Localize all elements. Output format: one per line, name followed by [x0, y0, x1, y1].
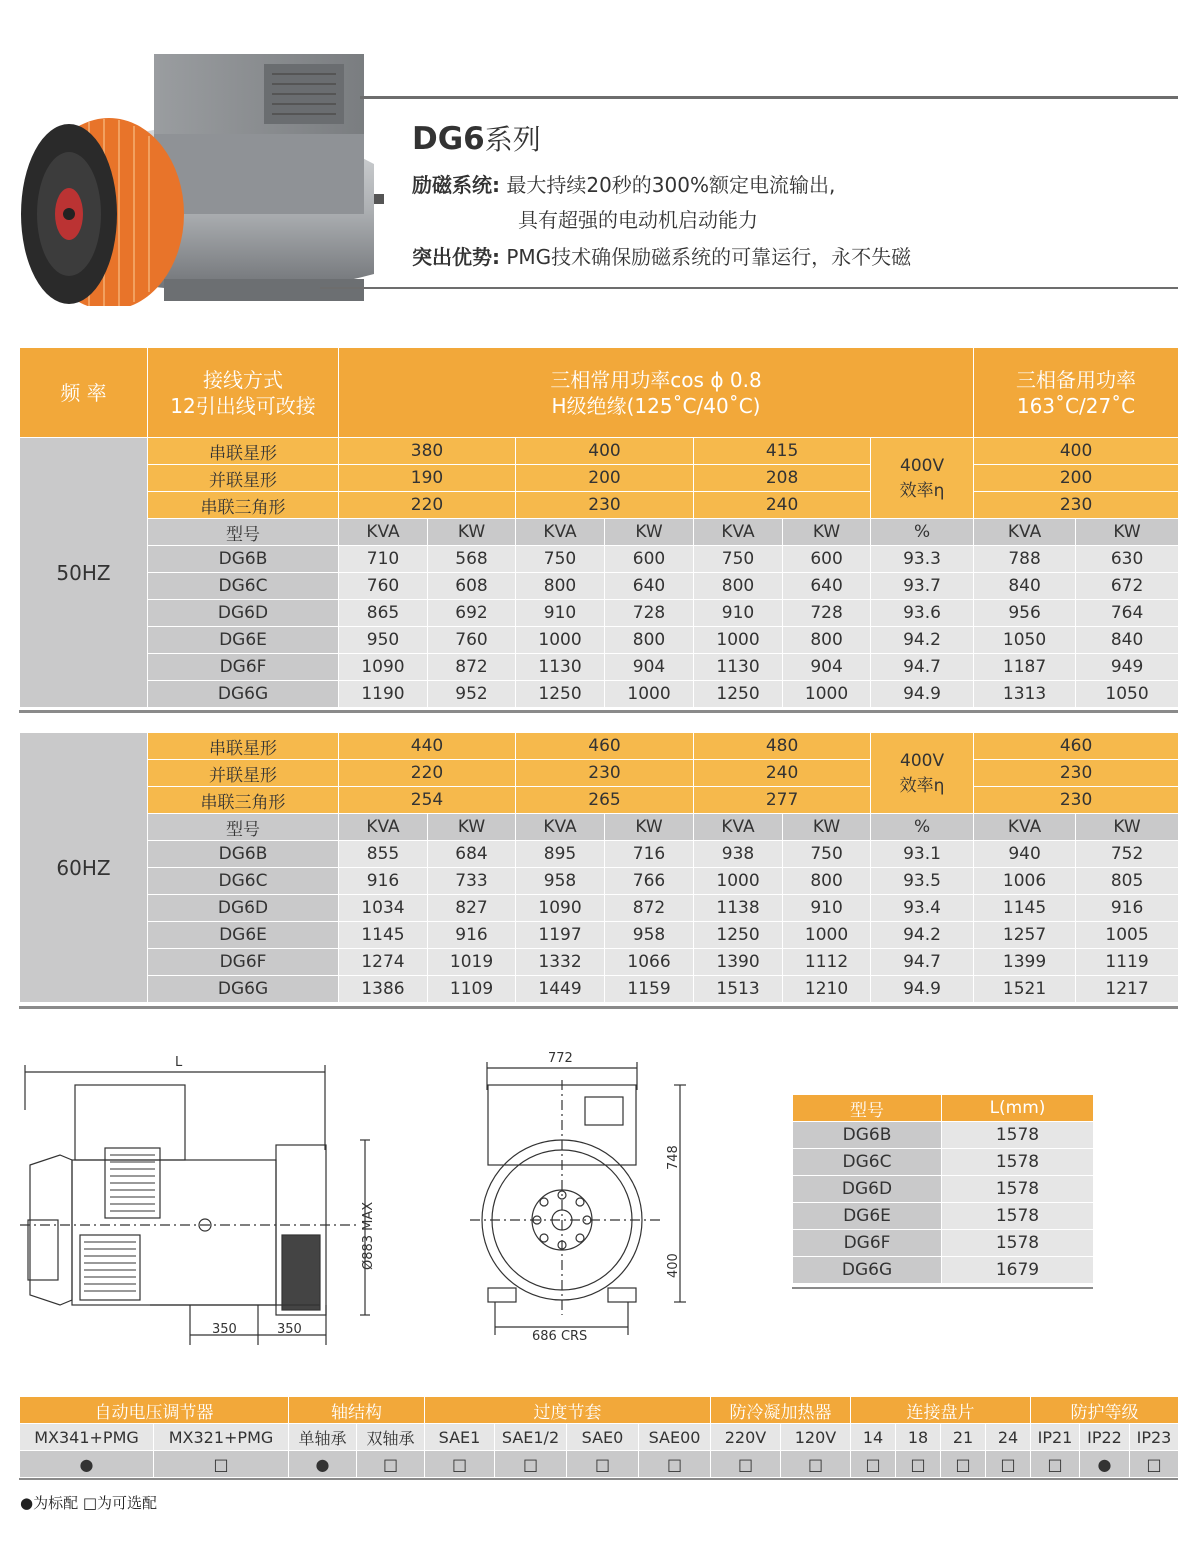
value-cell: 750	[516, 546, 605, 573]
length-row	[793, 1149, 1094, 1176]
value-cell: 800	[783, 627, 871, 654]
col-kw: KW	[605, 519, 694, 546]
model-cell: DG6C	[148, 868, 339, 895]
option-mark: □	[154, 1451, 289, 1478]
option-item: SAE00	[639, 1424, 711, 1451]
generator-photo	[14, 44, 384, 306]
value-cell: 1210	[783, 976, 871, 1003]
value-cell: 1130	[516, 654, 605, 681]
value-cell: 600	[605, 546, 694, 573]
value-cell: 1138	[694, 895, 783, 922]
length-row	[793, 1176, 1094, 1203]
options-table	[19, 1396, 1179, 1478]
dim-L: L	[175, 1055, 183, 1070]
value-cell: 94.2	[871, 627, 974, 654]
volt-cell: 220	[339, 492, 516, 519]
value-cell: 94.2	[871, 922, 974, 949]
volt-cell: 400	[516, 438, 694, 465]
table-row	[20, 922, 1179, 949]
efficiency-label	[871, 438, 974, 519]
model-cell: DG6G	[148, 681, 339, 708]
volt-cell: 220	[339, 760, 516, 787]
value-cell: 800	[783, 868, 871, 895]
value-cell: 568	[428, 546, 516, 573]
value-cell: 1112	[783, 949, 871, 976]
col-kva: KVA	[516, 814, 605, 841]
length-model: DG6B	[793, 1122, 942, 1149]
option-mark: □	[1130, 1451, 1179, 1478]
value-cell: 733	[428, 868, 516, 895]
volt-cell: 415	[694, 438, 871, 465]
table-row	[20, 841, 1179, 868]
value-cell: 1190	[339, 681, 428, 708]
table-row	[20, 949, 1179, 976]
opt-group-protection: 防护等级	[1031, 1397, 1179, 1424]
value-cell: 94.9	[871, 681, 974, 708]
value-cell: 608	[428, 573, 516, 600]
length-col-model: 型号	[793, 1095, 942, 1122]
opt-group-avr: 自动电压调节器	[20, 1397, 289, 1424]
eff-line1: 400V	[900, 455, 945, 476]
feature-excitation	[412, 170, 835, 200]
value-cell: 872	[605, 895, 694, 922]
option-item: SAE0	[567, 1424, 639, 1451]
option-mark: □	[1031, 1451, 1080, 1478]
value-cell: 93.1	[871, 841, 974, 868]
header-standby	[974, 348, 1179, 438]
table-row	[20, 573, 1179, 600]
header-standby-line2: 163˚C/27˚C	[1016, 393, 1136, 418]
option-mark: □	[567, 1451, 639, 1478]
value-cell: 1250	[694, 922, 783, 949]
legend: ●为标配 □为可选配	[20, 1494, 158, 1512]
option-item: SAE1/2	[495, 1424, 567, 1451]
value-cell: 788	[974, 546, 1076, 573]
option-item: 单轴承	[289, 1424, 357, 1451]
value-cell: 916	[1076, 895, 1179, 922]
option-item: SAE1	[425, 1424, 495, 1451]
value-cell: 950	[339, 627, 428, 654]
value-cell: 916	[428, 922, 516, 949]
value-cell: 93.5	[871, 868, 974, 895]
option-mark: □	[639, 1451, 711, 1478]
value-cell: 1000	[694, 868, 783, 895]
model-cell: DG6F	[148, 654, 339, 681]
value-cell: 1006	[974, 868, 1076, 895]
length-row	[793, 1122, 1094, 1149]
value-cell: 684	[428, 841, 516, 868]
value-cell: 865	[339, 600, 428, 627]
dim-350-b: 350	[277, 1322, 302, 1337]
volt-cell: 460	[974, 733, 1179, 760]
volt-cell: 265	[516, 787, 694, 814]
dim-350-a: 350	[212, 1322, 237, 1337]
col-model: 型号	[148, 519, 339, 546]
value-cell: 93.6	[871, 600, 974, 627]
col-kw: KW	[428, 814, 516, 841]
value-cell: 752	[1076, 841, 1179, 868]
table-row	[20, 654, 1179, 681]
dim-772: 772	[548, 1051, 573, 1066]
value-cell: 1090	[339, 654, 428, 681]
value-cell: 710	[339, 546, 428, 573]
table-row	[20, 546, 1179, 573]
value-cell: 1187	[974, 654, 1076, 681]
value-cell: 800	[694, 573, 783, 600]
option-items-row	[20, 1424, 1179, 1451]
table-row	[20, 895, 1179, 922]
model-cell: DG6D	[148, 600, 339, 627]
value-cell: 750	[694, 546, 783, 573]
value-cell: 949	[1076, 654, 1179, 681]
col-kva: KVA	[694, 814, 783, 841]
option-mark: □	[896, 1451, 941, 1478]
col-kw: KW	[1076, 519, 1179, 546]
col-kva: KVA	[974, 519, 1076, 546]
eff-line2: 效率η	[899, 775, 945, 796]
option-mark: ●	[289, 1451, 357, 1478]
value-cell: 805	[1076, 868, 1179, 895]
opt-group-shaft: 轴结构	[289, 1397, 425, 1424]
value-cell: 672	[1076, 573, 1179, 600]
col-kw: KW	[783, 814, 871, 841]
model-cell: DG6E	[148, 922, 339, 949]
header-standby-line1: 三相备用功率	[1016, 367, 1136, 392]
feature-excitation-line2: 具有超强的电动机启动能力	[518, 208, 758, 232]
value-cell: 910	[783, 895, 871, 922]
value-cell: 827	[428, 895, 516, 922]
series-title	[412, 118, 541, 158]
option-item: IP23	[1130, 1424, 1179, 1451]
volt-cell: 190	[339, 465, 516, 492]
volt-cell: 230	[974, 492, 1179, 519]
value-cell: 1217	[1076, 976, 1179, 1003]
option-mark: □	[851, 1451, 896, 1478]
volt-cell: 480	[694, 733, 871, 760]
length-model: DG6C	[793, 1149, 942, 1176]
volt-cell: 254	[339, 787, 516, 814]
table-row	[20, 627, 1179, 654]
conn-label: 串联三角形	[148, 787, 339, 814]
volt-cell: 277	[694, 787, 871, 814]
value-cell: 1050	[1076, 681, 1179, 708]
option-mark: □	[495, 1451, 567, 1478]
header-wiring-line2: 12引出线可改接	[170, 393, 316, 418]
dim-400: 400	[666, 1253, 681, 1278]
series-title-cn: 系列	[484, 123, 541, 156]
option-item: 18	[896, 1424, 941, 1451]
side-view-drawing	[20, 1050, 400, 1350]
model-cell: DG6E	[148, 627, 339, 654]
col-pct: %	[871, 519, 974, 546]
option-item: 双轴承	[357, 1424, 425, 1451]
option-mark: ●	[20, 1451, 154, 1478]
length-row	[793, 1257, 1094, 1284]
value-cell: 750	[783, 841, 871, 868]
length-value: 1578	[942, 1149, 1094, 1176]
value-cell: 952	[428, 681, 516, 708]
header-prime-line2: H级绝缘(125˚C/40˚C)	[551, 393, 761, 418]
header-prime	[339, 348, 974, 438]
value-cell: 1050	[974, 627, 1076, 654]
dim-686-crs: 686 CRS	[532, 1329, 588, 1344]
feature-excitation-line1: 最大持续20秒的300%额定电流输出,	[506, 173, 836, 197]
value-cell: 1000	[605, 681, 694, 708]
value-cell: 766	[605, 868, 694, 895]
freq-50hz: 50HZ	[20, 438, 148, 708]
series-title-latin: DG6	[412, 121, 485, 157]
value-cell: 1399	[974, 949, 1076, 976]
length-model: DG6E	[793, 1203, 942, 1230]
volt-cell: 400	[974, 438, 1179, 465]
header-freq: 频 率	[20, 348, 148, 438]
header-wiring-line1: 接线方式	[203, 367, 283, 392]
divider-options	[19, 1478, 1178, 1480]
table-row	[20, 681, 1179, 708]
col-kva: KVA	[339, 814, 428, 841]
dim-748: 748	[666, 1145, 681, 1170]
value-cell: 1449	[516, 976, 605, 1003]
value-cell: 1159	[605, 976, 694, 1003]
spec-table-header	[19, 347, 1179, 438]
value-cell: 760	[339, 573, 428, 600]
option-item: 14	[851, 1424, 896, 1451]
length-table	[792, 1094, 1094, 1284]
volt-cell: 230	[516, 760, 694, 787]
value-cell: 855	[339, 841, 428, 868]
col-kva: KVA	[694, 519, 783, 546]
divider-50hz	[19, 710, 1178, 713]
length-value: 1578	[942, 1122, 1094, 1149]
conn-label: 串联三角形	[148, 492, 339, 519]
value-cell: 1019	[428, 949, 516, 976]
opt-group-adaptor: 过度节套	[425, 1397, 711, 1424]
value-cell: 840	[974, 573, 1076, 600]
length-col-l: L(mm)	[942, 1095, 1094, 1122]
length-model: DG6D	[793, 1176, 942, 1203]
value-cell: 93.4	[871, 895, 974, 922]
col-kw: KW	[783, 519, 871, 546]
value-cell: 1313	[974, 681, 1076, 708]
option-item: IP21	[1031, 1424, 1080, 1451]
model-cell: DG6D	[148, 895, 339, 922]
volt-cell: 440	[339, 733, 516, 760]
option-marks-row	[20, 1451, 1179, 1478]
option-mark: □	[711, 1451, 781, 1478]
value-cell: 1274	[339, 949, 428, 976]
value-cell: 916	[339, 868, 428, 895]
volt-cell: 200	[974, 465, 1179, 492]
value-cell: 840	[1076, 627, 1179, 654]
length-value: 1578	[942, 1176, 1094, 1203]
table-row	[20, 868, 1179, 895]
value-cell: 872	[428, 654, 516, 681]
volt-cell: 460	[516, 733, 694, 760]
value-cell: 1005	[1076, 922, 1179, 949]
value-cell: 910	[694, 600, 783, 627]
length-model: DG6F	[793, 1230, 942, 1257]
option-item: 21	[941, 1424, 986, 1451]
feature-advantage	[412, 242, 911, 272]
value-cell: 904	[605, 654, 694, 681]
value-cell: 910	[516, 600, 605, 627]
value-cell: 600	[783, 546, 871, 573]
value-cell: 93.7	[871, 573, 974, 600]
conn-label: 串联星形	[148, 438, 339, 465]
conn-label: 并联星形	[148, 465, 339, 492]
option-mark: □	[986, 1451, 1031, 1478]
value-cell: 764	[1076, 600, 1179, 627]
length-rows	[793, 1122, 1094, 1284]
value-cell: 904	[783, 654, 871, 681]
value-cell: 1090	[516, 895, 605, 922]
option-mark: □	[941, 1451, 986, 1478]
front-view-drawing	[470, 1050, 700, 1350]
col-kva: KVA	[339, 519, 428, 546]
value-cell: 940	[974, 841, 1076, 868]
col-pct: %	[871, 814, 974, 841]
value-cell: 94.7	[871, 654, 974, 681]
col-kw: KW	[1076, 814, 1179, 841]
model-cell: DG6G	[148, 976, 339, 1003]
value-cell: 800	[605, 627, 694, 654]
conn-label: 并联星形	[148, 760, 339, 787]
value-cell: 1145	[339, 922, 428, 949]
value-cell: 1000	[783, 922, 871, 949]
efficiency-label	[871, 733, 974, 814]
feature-advantage-label: 突出优势:	[412, 245, 500, 269]
feature-advantage-text: PMG技术确保励磁系统的可靠运行，永不失磁	[506, 245, 912, 269]
value-cell: 958	[605, 922, 694, 949]
spec-table-60hz	[19, 732, 1179, 1003]
volt-cell: 380	[339, 438, 516, 465]
option-mark: ●	[1080, 1451, 1130, 1478]
value-cell: 630	[1076, 546, 1179, 573]
divider-length	[792, 1287, 1093, 1289]
eff-line2: 效率η	[899, 480, 945, 501]
model-cell: DG6C	[148, 573, 339, 600]
value-cell: 895	[516, 841, 605, 868]
value-cell: 1000	[694, 627, 783, 654]
value-cell: 716	[605, 841, 694, 868]
value-cell: 94.9	[871, 976, 974, 1003]
length-value: 1679	[942, 1257, 1094, 1284]
header-prime-line1: 三相常用功率cos ϕ 0.8	[550, 367, 762, 392]
volt-cell: 200	[516, 465, 694, 492]
value-cell: 1109	[428, 976, 516, 1003]
value-cell: 938	[694, 841, 783, 868]
value-cell: 1000	[783, 681, 871, 708]
spec-table-50hz	[19, 437, 1179, 708]
volt-cell: 230	[974, 760, 1179, 787]
header-rule	[360, 96, 1178, 99]
col-kva: KVA	[974, 814, 1076, 841]
value-cell: 1332	[516, 949, 605, 976]
length-model: DG6G	[793, 1257, 942, 1284]
freq-60hz: 60HZ	[20, 733, 148, 1003]
eff-line1: 400V	[900, 750, 945, 771]
feature-excitation-label: 励磁系统:	[412, 173, 500, 197]
conn-label: 串联星形	[148, 733, 339, 760]
option-mark: □	[425, 1451, 495, 1478]
length-value: 1578	[942, 1203, 1094, 1230]
col-kw: KW	[605, 814, 694, 841]
option-item: MX321+PMG	[154, 1424, 289, 1451]
option-item: 220V	[711, 1424, 781, 1451]
value-cell: 1145	[974, 895, 1076, 922]
header-rule-bottom	[320, 287, 1178, 289]
value-cell: 760	[428, 627, 516, 654]
value-cell: 958	[516, 868, 605, 895]
value-cell: 93.3	[871, 546, 974, 573]
volt-cell: 208	[694, 465, 871, 492]
value-cell: 1034	[339, 895, 428, 922]
volt-cell: 230	[974, 787, 1179, 814]
value-cell: 956	[974, 600, 1076, 627]
value-cell: 1390	[694, 949, 783, 976]
model-cell: DG6F	[148, 949, 339, 976]
option-mark: □	[781, 1451, 851, 1478]
volt-cell: 240	[694, 492, 871, 519]
value-cell: 1000	[516, 627, 605, 654]
value-cell: 728	[605, 600, 694, 627]
option-item: MX341+PMG	[20, 1424, 154, 1451]
col-model: 型号	[148, 814, 339, 841]
value-cell: 692	[428, 600, 516, 627]
value-cell: 1130	[694, 654, 783, 681]
option-mark: □	[357, 1451, 425, 1478]
option-item: 120V	[781, 1424, 851, 1451]
option-item: IP22	[1080, 1424, 1130, 1451]
table-row	[20, 976, 1179, 1003]
value-cell: 800	[516, 573, 605, 600]
value-cell: 1250	[694, 681, 783, 708]
dim-diameter: Ø883 MAX	[361, 1201, 376, 1270]
opt-group-heater: 防冷凝加热器	[711, 1397, 851, 1424]
table-row	[20, 600, 1179, 627]
rows-60hz	[20, 733, 1179, 1003]
value-cell: 1119	[1076, 949, 1179, 976]
model-cell: DG6B	[148, 841, 339, 868]
opt-group-disc: 连接盘片	[851, 1397, 1031, 1424]
value-cell: 728	[783, 600, 871, 627]
option-item: 24	[986, 1424, 1031, 1451]
value-cell: 94.7	[871, 949, 974, 976]
value-cell: 1066	[605, 949, 694, 976]
value-cell: 1250	[516, 681, 605, 708]
divider-60hz	[19, 1006, 1178, 1009]
header-wiring	[148, 348, 339, 438]
value-cell: 1521	[974, 976, 1076, 1003]
value-cell: 1386	[339, 976, 428, 1003]
value-cell: 640	[605, 573, 694, 600]
length-row	[793, 1230, 1094, 1257]
value-cell: 1197	[516, 922, 605, 949]
rows-50hz	[20, 438, 1179, 708]
value-cell: 640	[783, 573, 871, 600]
col-kva: KVA	[516, 519, 605, 546]
length-value: 1578	[942, 1230, 1094, 1257]
col-kw: KW	[428, 519, 516, 546]
volt-cell: 240	[694, 760, 871, 787]
model-cell: DG6B	[148, 546, 339, 573]
length-row	[793, 1203, 1094, 1230]
value-cell: 1513	[694, 976, 783, 1003]
volt-cell: 230	[516, 492, 694, 519]
value-cell: 1257	[974, 922, 1076, 949]
